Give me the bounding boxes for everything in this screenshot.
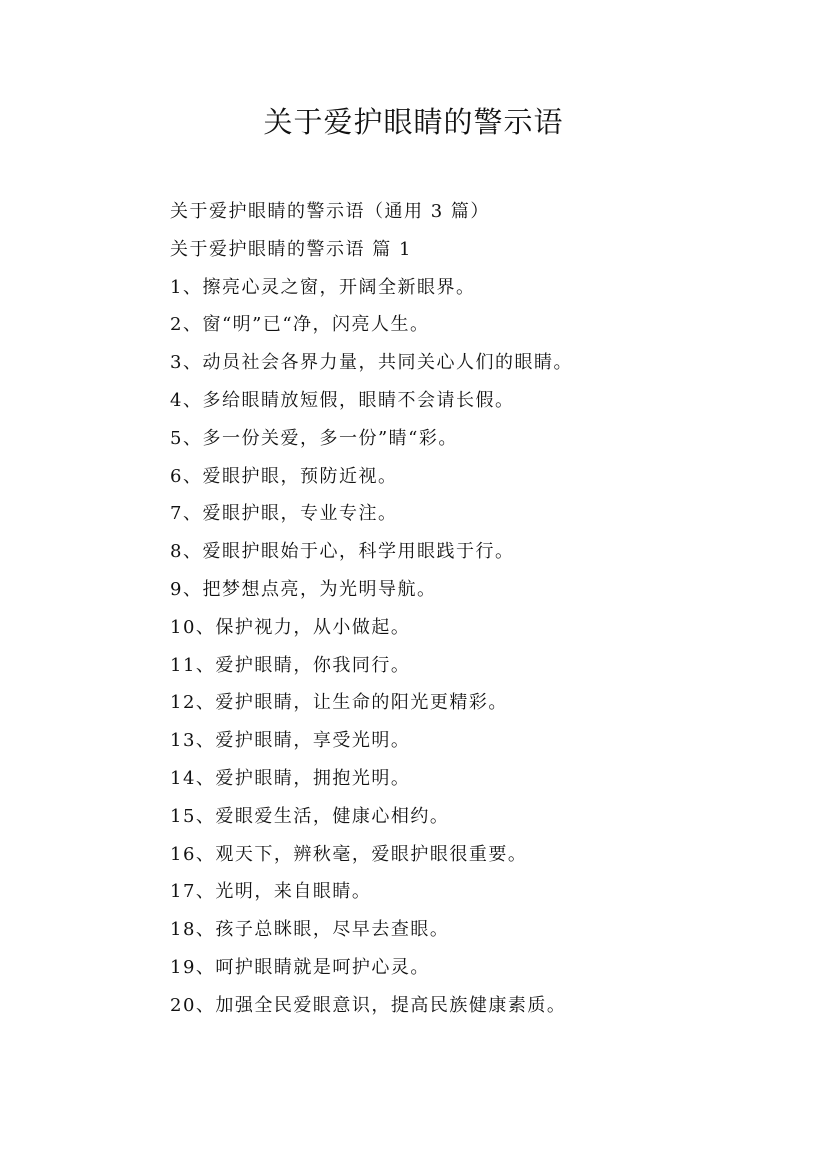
list-item: 8、爱眼护眼始于心，科学用眼践于行。 xyxy=(170,541,515,563)
document-subtitle: 关于爱护眼睛的警示语（通用 3 篇） xyxy=(170,201,490,222)
document-body xyxy=(170,193,770,1025)
list-item: 16、观天下，辨秋毫，爱眼护眼很重要。 xyxy=(170,843,528,865)
list-item: 20、加强全民爱眼意识，提高民族健康素质。 xyxy=(170,994,567,1016)
list-item: 2、窗“明”已“净，闪亮人生。 xyxy=(170,314,430,336)
list-item: 9、把梦想点亮，为光明导航。 xyxy=(170,578,437,600)
list-item: 11、爱护眼睛，你我同行。 xyxy=(170,654,411,676)
list-item: 17、光明，来自眼睛。 xyxy=(170,881,372,903)
list-item: 18、孩子总眯眼，尽早去查眼。 xyxy=(170,919,450,941)
list-item: 19、呵护眼睛就是呵护心灵。 xyxy=(170,956,430,978)
list-item: 13、爱护眼睛，享受光明。 xyxy=(170,730,411,752)
list-item: 14、爱护眼睛，拥抱光明。 xyxy=(170,767,411,789)
list-item: 5、多一份关爱，多一份”睛“彩。 xyxy=(170,427,458,449)
list-item: 10、保护视力，从小做起。 xyxy=(170,616,411,638)
list-item: 7、爱眼护眼，专业专注。 xyxy=(170,503,398,525)
list-item: 15、爱眼爱生活，健康心相约。 xyxy=(170,805,450,827)
list-item: 6、爱眼护眼，预防近视。 xyxy=(170,465,398,487)
list-item: 1、擦亮心灵之窗，开阔全新眼界。 xyxy=(170,276,476,298)
list-item: 12、爱护眼睛，让生命的阳光更精彩。 xyxy=(170,692,508,714)
section-heading: 关于爱护眼睛的警示语 篇 1 xyxy=(170,238,412,260)
page-title: 关于爱护眼睛的警示语 xyxy=(263,105,564,139)
list-item: 3、动员社会各界力量，共同关心人们的眼睛。 xyxy=(170,352,573,374)
list-item: 4、多给眼睛放短假，眼睛不会请长假。 xyxy=(170,389,515,411)
